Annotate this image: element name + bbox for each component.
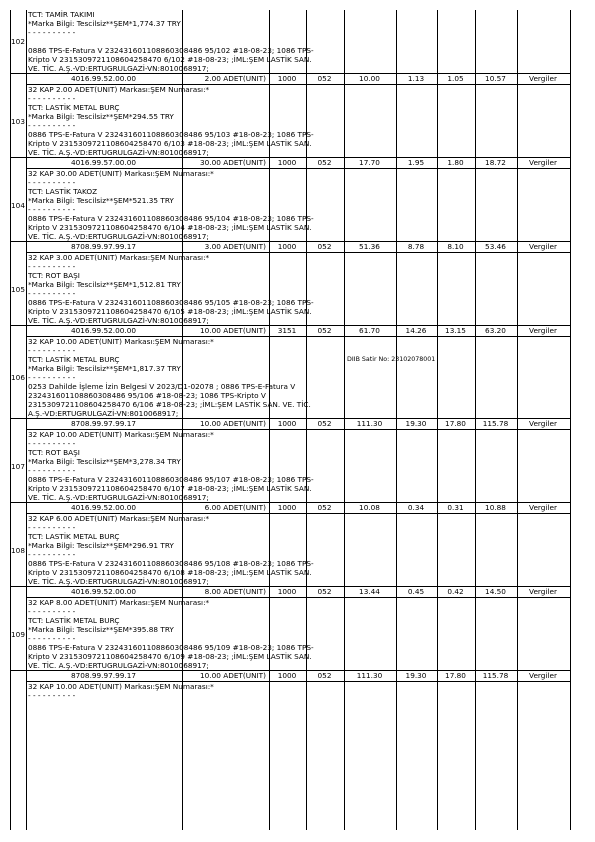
taxes-cell: Vergiler [529, 242, 557, 251]
value-cell-4: 14.50 [485, 587, 506, 596]
item-description-line: VE. TİC. A.Ş.-VD:ERTUGRULGAZİ-VN:8010068917; [28, 493, 209, 502]
item-description-line: 32 KAP 8.00 ADET(UNIT) Markası:ŞEM Numarası:* [28, 598, 210, 607]
item-description-line: Kripto V 2315309721108604258470 6/108 #18-08-23; ;İML:ŞEM LASTİK SAN. [28, 568, 312, 577]
table-column-divider [26, 10, 27, 830]
item-description-line: - - - - - - - - - - [28, 121, 76, 130]
item-description-line: 32 KAP 3.00 ADET(UNIT) Markası:ŞEM Numarası:* [28, 253, 210, 262]
item-description-line: Kripto V 2315309721108604258470 6/109 #18-08-23; ;İML:ŞEM LASTİK SAN. [28, 652, 312, 661]
procedure-cell: 1000 [277, 503, 297, 512]
item-number: 105 [11, 284, 25, 294]
value-cell-1: 61.70 [359, 326, 380, 335]
value-cell-4: 10.57 [485, 74, 506, 83]
item-number-separator [10, 418, 26, 419]
value-cell-3: 8.10 [447, 242, 464, 251]
item-description-line: 32 KAP 10.00 ADET(UNIT) Markası:ŞEM Numarası:* [28, 430, 214, 439]
taxes-cell: Vergiler [529, 503, 557, 512]
value-cell-2: 19.30 [405, 419, 427, 428]
item-description-line: 32 KAP 2.00 ADET(UNIT) Markası:ŞEM Numarası:* [28, 85, 210, 94]
quantity-cell: 10.00 ADET(UNIT) [200, 671, 266, 680]
item-description-line: 0886 TPS-E-Fatura V 232431601108860308486 95/107 #18-08-23; 1086 TPS- [28, 475, 314, 484]
value-cell-3: 0.31 [447, 503, 464, 512]
item-description-line: - - - - - - - - - - [28, 346, 76, 355]
quantity-cell: 6.00 ADET(UNIT) [204, 503, 266, 512]
item-description-line: VE. TİC. A.Ş.-VD:ERTUGRULGAZİ-VN:8010068917; [28, 232, 209, 241]
item-description-line: 2315309721108604258470 6/106 #18-08-23; ;İML:ŞEM LASTİK SAN. VE. TİC. [28, 400, 311, 409]
item-description-line: *Marka Bilgi: Tescilsiz**ŞEM*1,774.37 TRY [28, 19, 181, 28]
value-cell-4: 115.78 [482, 419, 509, 428]
item-description-line: *Marka Bilgi: Tescilsiz**ŞEM*296.91 TRY [28, 541, 174, 550]
table-column-divider [396, 10, 397, 830]
item-number-separator [10, 241, 26, 242]
item-description-line: Kripto V 2315309721108604258470 6/102 #18-08-23; ;İML:ŞEM LASTİK SAN. [28, 55, 312, 64]
procedure-cell: 1000 [277, 242, 297, 251]
item-description-line: VE. TİC. A.Ş.-VD:ERTUGRULGAZİ-VN:8010068917; [28, 148, 209, 157]
item-number: 104 [11, 200, 25, 210]
item-description-line: - - - - - - - - - - [28, 178, 76, 187]
item-description-line: - - - - - - - - - - [28, 607, 76, 616]
item-description-line: VE. TİC. A.Ş.-VD:ERTUGRULGAZİ-VN:8010068917; [28, 577, 209, 586]
country-code-cell: 052 [317, 74, 332, 83]
country-code-cell: 052 [317, 242, 332, 251]
item-description-line: - - - - - - - - - - [28, 289, 76, 298]
item-number: 108 [11, 545, 25, 555]
item-description-line: - - - - - - - - - - [28, 373, 76, 382]
value-cell-1: 51.36 [359, 242, 380, 251]
item-number: 102 [11, 37, 25, 46]
item-code-cell: 4016.99.52.00.00 [71, 326, 136, 335]
item-description-line: *Marka Bilgi: Tescilsiz**ŞEM*3,278.34 TRY [28, 457, 181, 466]
country-code-cell: 052 [317, 419, 332, 428]
item-description-line: 32 KAP 6.00 ADET(UNIT) Markası:ŞEM Numarası:* [28, 514, 210, 523]
item-description-line: 0886 TPS-E-Fatura V 232431601108860308486 95/109 #18-08-23; 1086 TPS- [28, 643, 314, 652]
item-description-line: *Marka Bilgi: Tescilsiz**ŞEM*1,817.37 TRY [28, 364, 181, 373]
item-description-line: TCT: LASTİK METAL BURÇ [28, 355, 120, 364]
item-description-line: Kripto V 2315309721108604258470 6/105 #18-08-23; ;İML:ŞEM LASTİK SAN. [28, 307, 312, 316]
value-cell-1: 17.70 [359, 158, 380, 167]
item-number-separator [10, 325, 26, 326]
item-description-line: 0886 TPS-E-Fatura V 232431601108860308486 95/104 #18-08-23; 1086 TPS- [28, 214, 314, 223]
value-cell-1: 10.00 [359, 74, 380, 83]
country-code-cell: 052 [317, 326, 332, 335]
item-code-cell: 4016.99.52.00.00 [71, 503, 136, 512]
item-code-cell: 8708.99.97.99.17 [71, 671, 136, 680]
item-description-line: 0253 Dahilde İşleme İzin Belgesi V 2023/D1-02078 ; 0886 TPS-E-Fatura V [28, 382, 296, 391]
taxes-cell: Vergiler [529, 74, 557, 83]
item-description-line: TCT: LASTİK METAL BURÇ [28, 532, 120, 541]
item-description-line: 0886 TPS-E-Fatura V 232431601108860308486 95/108 #18-08-23; 1086 TPS- [28, 559, 314, 568]
item-number: 103 [11, 116, 25, 126]
item-description-line: 0886 TPS-E-Fatura V 232431601108860308486 95/102 #18-08-23; 1086 TPS- [28, 46, 314, 55]
item-description-line: TCT: ROT BAŞI [28, 448, 80, 457]
item-description-line: - - - - - - - - - - [28, 466, 76, 475]
item-description-line: - - - - - - - - - - [28, 262, 76, 271]
value-cell-4: 53.46 [485, 242, 506, 251]
item-description-line: TCT: LASTİK TAKOZ [28, 187, 98, 196]
value-cell-3: 17.80 [445, 419, 466, 428]
value-cell-1: 111.30 [356, 671, 383, 680]
value-cell-2: 0.34 [407, 503, 425, 512]
item-description-line: - - - - - - - - - - [28, 28, 76, 37]
table-column-divider [570, 10, 571, 830]
country-code-cell: 052 [317, 671, 332, 680]
procedure-cell: 1000 [277, 158, 297, 167]
quantity-cell: 10.00 ADET(UNIT) [200, 419, 266, 428]
item-description-line: VE. TİC. A.Ş.-VD:ERTUGRULGAZİ-VN:8010068917; [28, 316, 209, 325]
value-cell-3: 1.80 [447, 158, 464, 167]
item-description-line: VE. TİC. A.Ş.-VD:ERTUGRULGAZİ-VN:8010068917; [28, 661, 209, 670]
value-cell-3: 0.42 [447, 587, 464, 596]
procedure-cell: 3151 [277, 326, 297, 335]
value-cell-4: 18.72 [485, 158, 506, 167]
item-number: 106 [11, 373, 25, 382]
taxes-cell: Vergiler [529, 671, 557, 680]
declaration-item-table [10, 10, 570, 830]
item-description-line: 32 KAP 30.00 ADET(UNIT) Markası:ŞEM Numarası:* [28, 169, 214, 178]
table-column-divider [475, 10, 476, 830]
value-cell-4: 63.20 [485, 326, 506, 335]
value-cell-2: 19.30 [405, 671, 427, 680]
item-description-line: *Marka Bilgi: Tescilsiz**ŞEM*521.35 TRY [28, 196, 174, 205]
taxes-cell: Vergiler [529, 158, 557, 167]
diib-line-note: DIIB Satir No: 23102078001 [347, 356, 436, 363]
item-description-line: TCT: LASTİK METAL BURÇ [28, 103, 120, 112]
item-description-line: *Marka Bilgi: Tescilsiz**ŞEM*395.88 TRY [28, 625, 174, 634]
value-cell-1: 111.30 [356, 419, 383, 428]
quantity-cell: 3.00 ADET(UNIT) [204, 242, 266, 251]
value-cell-4: 115.78 [482, 671, 509, 680]
value-cell-1: 13.44 [359, 587, 380, 596]
item-number-separator [10, 586, 26, 587]
item-description-line: A.Ş.-VD:ERTUGRULGAZİ-VN:8010068917; [28, 409, 179, 418]
item-description-line: - - - - - - - - - - [28, 439, 76, 448]
item-description-line: 32 KAP 10.00 ADET(UNIT) Markası:ŞEM Numarası:* [28, 337, 214, 346]
item-code-cell: 4016.99.52.00.00 [71, 587, 136, 596]
item-code-cell: 4016.99.57.00.00 [71, 158, 136, 167]
country-code-cell: 052 [317, 503, 332, 512]
quantity-cell: 8.00 ADET(UNIT) [204, 587, 266, 596]
value-cell-2: 1.95 [407, 158, 425, 167]
value-cell-3: 13.15 [445, 326, 466, 335]
table-column-divider [517, 10, 518, 830]
taxes-cell: Vergiler [529, 587, 557, 596]
item-number-separator [10, 502, 26, 503]
item-description-line: TCT: TAMİR TAKIMI [28, 10, 95, 19]
item-description-line: Kripto V 2315309721108604258470 6/103 #18-08-23; ;İML:ŞEM LASTİK SAN. [28, 139, 312, 148]
item-description-line: 232431601108860308486 95/106 #18-08-23; 1086 TPS-Kripto V [28, 391, 266, 400]
item-description-line: - - - - - - - - - - [28, 205, 76, 214]
item-number-separator [10, 670, 26, 671]
item-description-line: - - - - - - - - - - [28, 550, 76, 559]
item-description-line: Kripto V 2315309721108604258470 6/104 #18-08-23; ;İML:ŞEM LASTİK SAN. [28, 223, 312, 232]
table-column-divider [10, 10, 11, 830]
quantity-cell: 2.00 ADET(UNIT) [204, 74, 266, 83]
item-number: 107 [11, 461, 25, 471]
item-description-line: - - - - - - - - - - [28, 94, 76, 103]
procedure-cell: 1000 [277, 587, 297, 596]
value-cell-3: 17.80 [445, 671, 466, 680]
item-description-line: 0886 TPS-E-Fatura V 232431601108860308486 95/105 #18-08-23; 1086 TPS- [28, 298, 314, 307]
item-description-line: - - - - - - - - - - [28, 691, 76, 700]
country-code-cell: 052 [317, 158, 332, 167]
item-number-separator [10, 73, 26, 74]
quantity-cell: 10.00 ADET(UNIT) [200, 326, 266, 335]
item-description-line: *Marka Bilgi: Tescilsiz**ŞEM*1,512.81 TRY [28, 280, 181, 289]
value-cell-2: 0.45 [407, 587, 425, 596]
procedure-cell: 1000 [277, 671, 297, 680]
item-code-cell: 8708.99.97.99.17 [71, 419, 136, 428]
item-description-line: VE. TİC. A.Ş.-VD:ERTUGRULGAZİ-VN:8010068917; [28, 64, 209, 73]
item-description-line: - - - - - - - - - - [28, 523, 76, 532]
taxes-cell: Vergiler [529, 419, 557, 428]
country-code-cell: 052 [317, 587, 332, 596]
value-cell-2: 14.26 [405, 326, 427, 335]
item-number: 109 [11, 629, 25, 639]
item-description-line: Kripto V 2315309721108604258470 6/107 #18-08-23; ;İML:ŞEM LASTİK SAN. [28, 484, 312, 493]
item-description-line: TCT: LASTİK METAL BURÇ [28, 616, 120, 625]
table-column-divider [437, 10, 438, 830]
item-description-line: TCT: ROT BAŞI [28, 271, 80, 280]
item-description-line: 32 KAP 10.00 ADET(UNIT) Markası:ŞEM Numarası:* [28, 682, 214, 691]
quantity-cell: 30.00 ADET(UNIT) [200, 158, 266, 167]
item-description-line: *Marka Bilgi: Tescilsiz**ŞEM*294.55 TRY [28, 112, 174, 121]
item-description-line: 0886 TPS-E-Fatura V 232431601108860308486 95/103 #18-08-23; 1086 TPS- [28, 130, 314, 139]
procedure-cell: 1000 [277, 74, 297, 83]
value-cell-2: 8.78 [407, 242, 425, 251]
item-number-separator [10, 157, 26, 158]
value-cell-2: 1.13 [407, 74, 425, 83]
item-code-cell: 8708.99.97.99.17 [71, 242, 136, 251]
value-cell-4: 10.88 [485, 503, 506, 512]
value-cell-3: 1.05 [447, 74, 464, 83]
item-code-cell: 4016.99.52.00.00 [71, 74, 136, 83]
taxes-cell: Vergiler [529, 326, 557, 335]
item-description-line: - - - - - - - - - - [28, 634, 76, 643]
value-cell-1: 10.08 [359, 503, 380, 512]
procedure-cell: 1000 [277, 419, 297, 428]
